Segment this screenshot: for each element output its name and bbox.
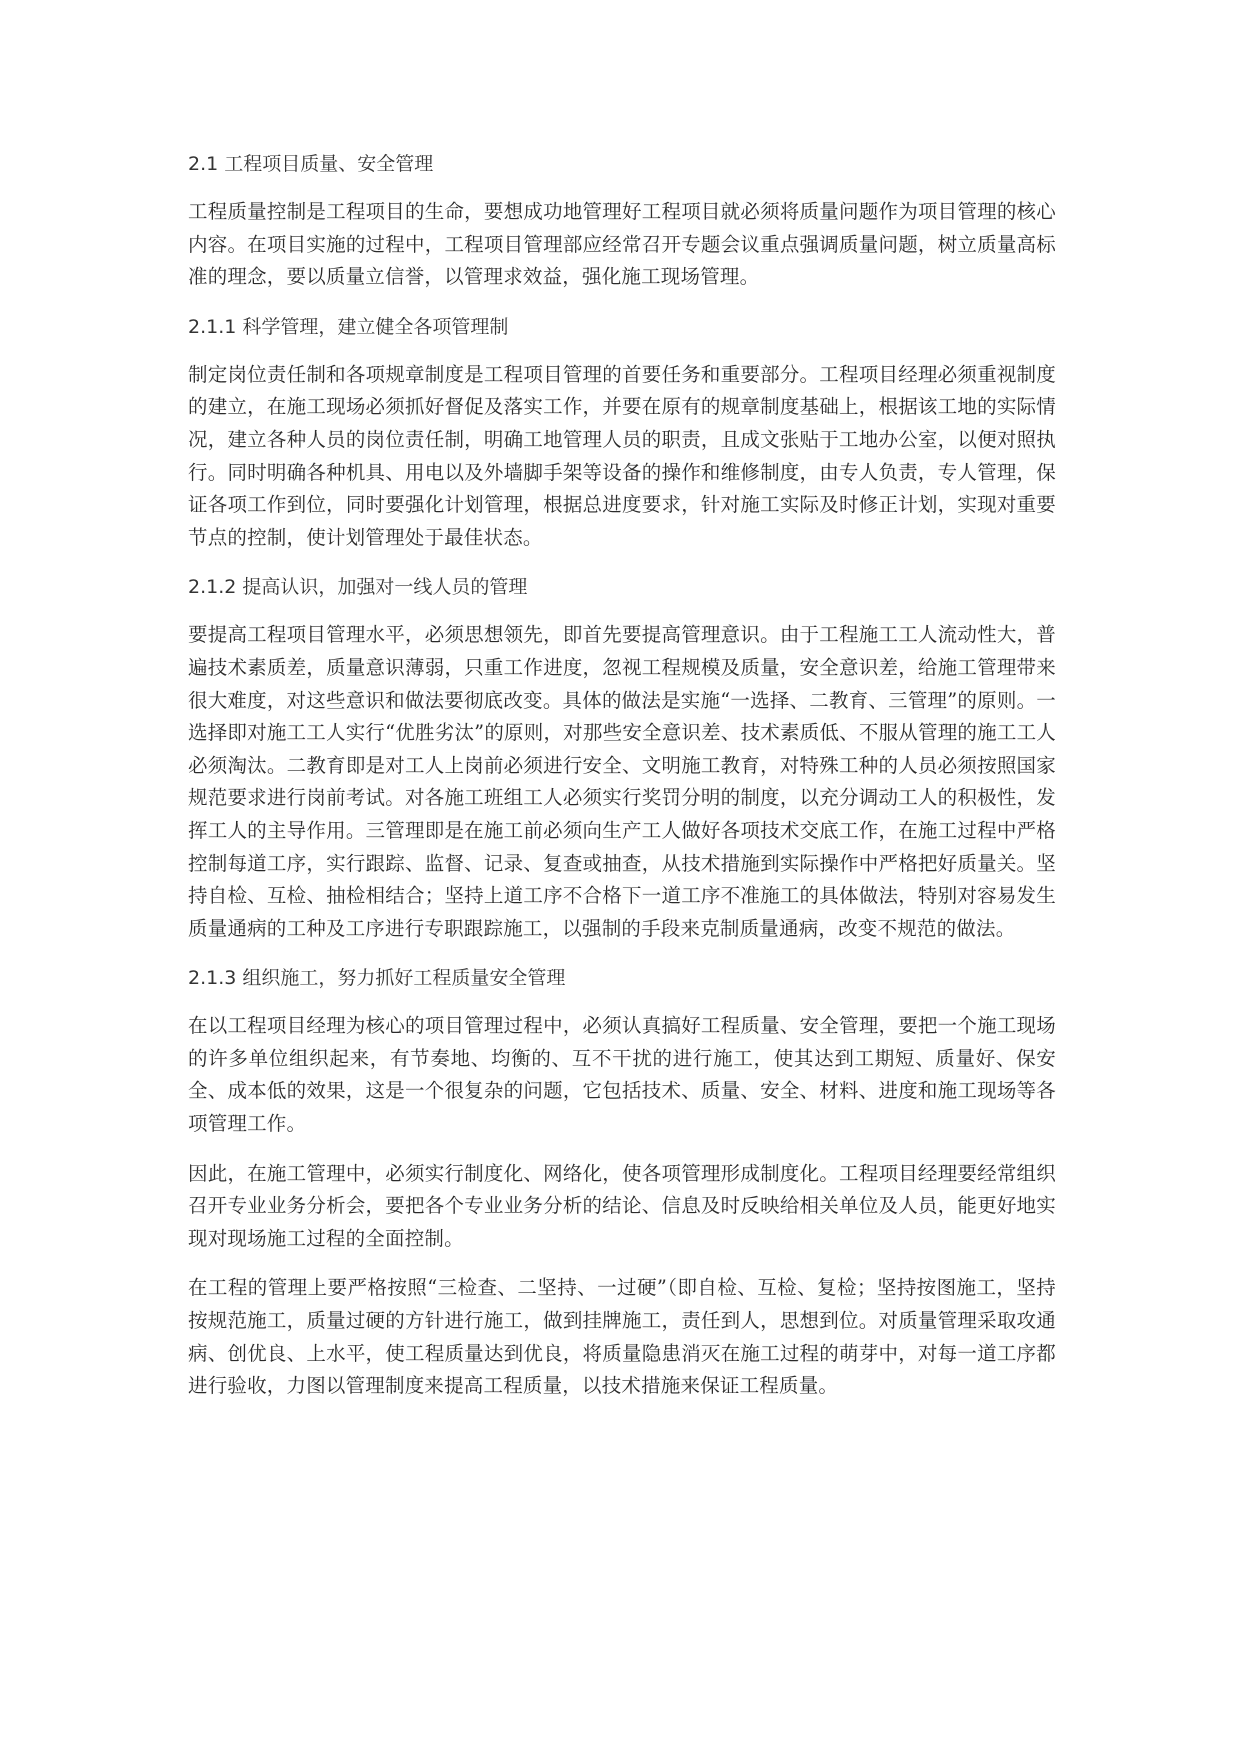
document-body	[188, 148, 1056, 1420]
paragraph: 要提高工程项目管理水平，必须思想领先，即首先要提高管理意识。由于工程施工工人流动性大，普遍技术素质差，质量意识薄弱，只重工作进度，忽视工程规模及质量，安全意识差，给施工管理带来很大难度，对这些意识和做法要彻底改变。具体的做法是实施“一选择、二教育、三管理”的原则。一选择即对施工工人实行“优胜劣汰”的原则，对那些安全意识差、技术素质低、不服从管理的施工工人必须淘汰。二教育即是对工人上岗前必须进行安全、文明施工教育，对特殊工种的人员必须按照国家规范要求进行岗前考试。对各施工班组工人必须实行奖罚分明的制度，以充分调动工人的积极性，发挥工人的主导作用。三管理即是在施工前必须向生产工人做好各项技术交底工作，在施工过程中严格控制每道工序，实行跟踪、监督、记录、复查或抽查，从技术措施到实际操作中严格把好质量关。坚持自检、互检、抽检相结合；坚持上道工序不合格下一道工序不准施工的具体做法，特别对容易发生质量通病的工种及工序进行专职跟踪施工，以强制的手段来克制质量通病，改变不规范的做法。	[188, 623, 1056, 940]
paragraph: 在以工程项目经理为核心的项目管理过程中，必须认真搞好工程质量、安全管理，要把一个施工现场的许多单位组织起来，有节奏地、均衡的、互不干扰的进行施工，使其达到工期短、质量好、保安全、成本低的效果，这是一个很复杂的问题，它包括技术、质量、安全、材料、进度和施工现场等各项管理工作。	[188, 1014, 1056, 1136]
section-heading-2-1: 2.1 工程项目质量、安全管理	[188, 153, 434, 175]
paragraph: 工程质量控制是工程项目的生命，要想成功地管理好工程项目就必须将质量问题作为项目管理的核心内容。在项目实施的过程中，工程项目管理部应经常召开专题会议重点强调质量问题，树立质量高标准的理念，要以质量立信誉，以管理求效益，强化施工现场管理。	[188, 200, 1056, 289]
paragraph: 制定岗位责任制和各项规章制度是工程项目管理的首要任务和重要部分。工程项目经理必须重视制度的建立，在施工现场必须抓好督促及落实工作，并要在原有的规章制度基础上，根据该工地的实际情况，建立各种人员的岗位责任制，明确工地管理人员的职责，且成文张贴于工地办公室，以便对照执行。同时明确各种机具、用电以及外墙脚手架等设备的操作和维修制度，由专人负责，专人管理，保证各项工作到位，同时要强化计划管理，根据总进度要求，针对施工实际及时修正计划，实现对重要节点的控制，使计划管理处于最佳状态。	[188, 362, 1056, 549]
paragraph: 在工程的管理上要严格按照“三检查、二坚持、一过硬”（即自检、互检、复检；坚持按图施工，坚持按规范施工，质量过硬的方针进行施工，做到挂牌施工，责任到人，思想到位。对质量管理采取攻通病、创优良、上水平，使工程质量达到优良，将质量隐患消灭在施工过程的萌芽中，对每一道工序都进行验收，力图以管理制度来提高工程质量，以技术措施来保证工程质量。	[188, 1276, 1056, 1398]
paragraph: 因此，在施工管理中，必须实行制度化、网络化，使各项管理形成制度化。工程项目经理要经常组织召开专业业务分析会，要把各个专业业务分析的结论、信息及时反映给相关单位及人员，能更好地实现对现场施工过程的全面控制。	[188, 1161, 1056, 1250]
section-heading-2-1-3: 2.1.3 组织施工，努力抓好工程质量安全管理	[188, 967, 566, 990]
section-heading-2-1-2: 2.1.2 提高认识，加强对一线人员的管理	[188, 576, 528, 599]
section-heading-2-1-1: 2.1.1 科学管理，建立健全各项管理制	[188, 315, 509, 338]
